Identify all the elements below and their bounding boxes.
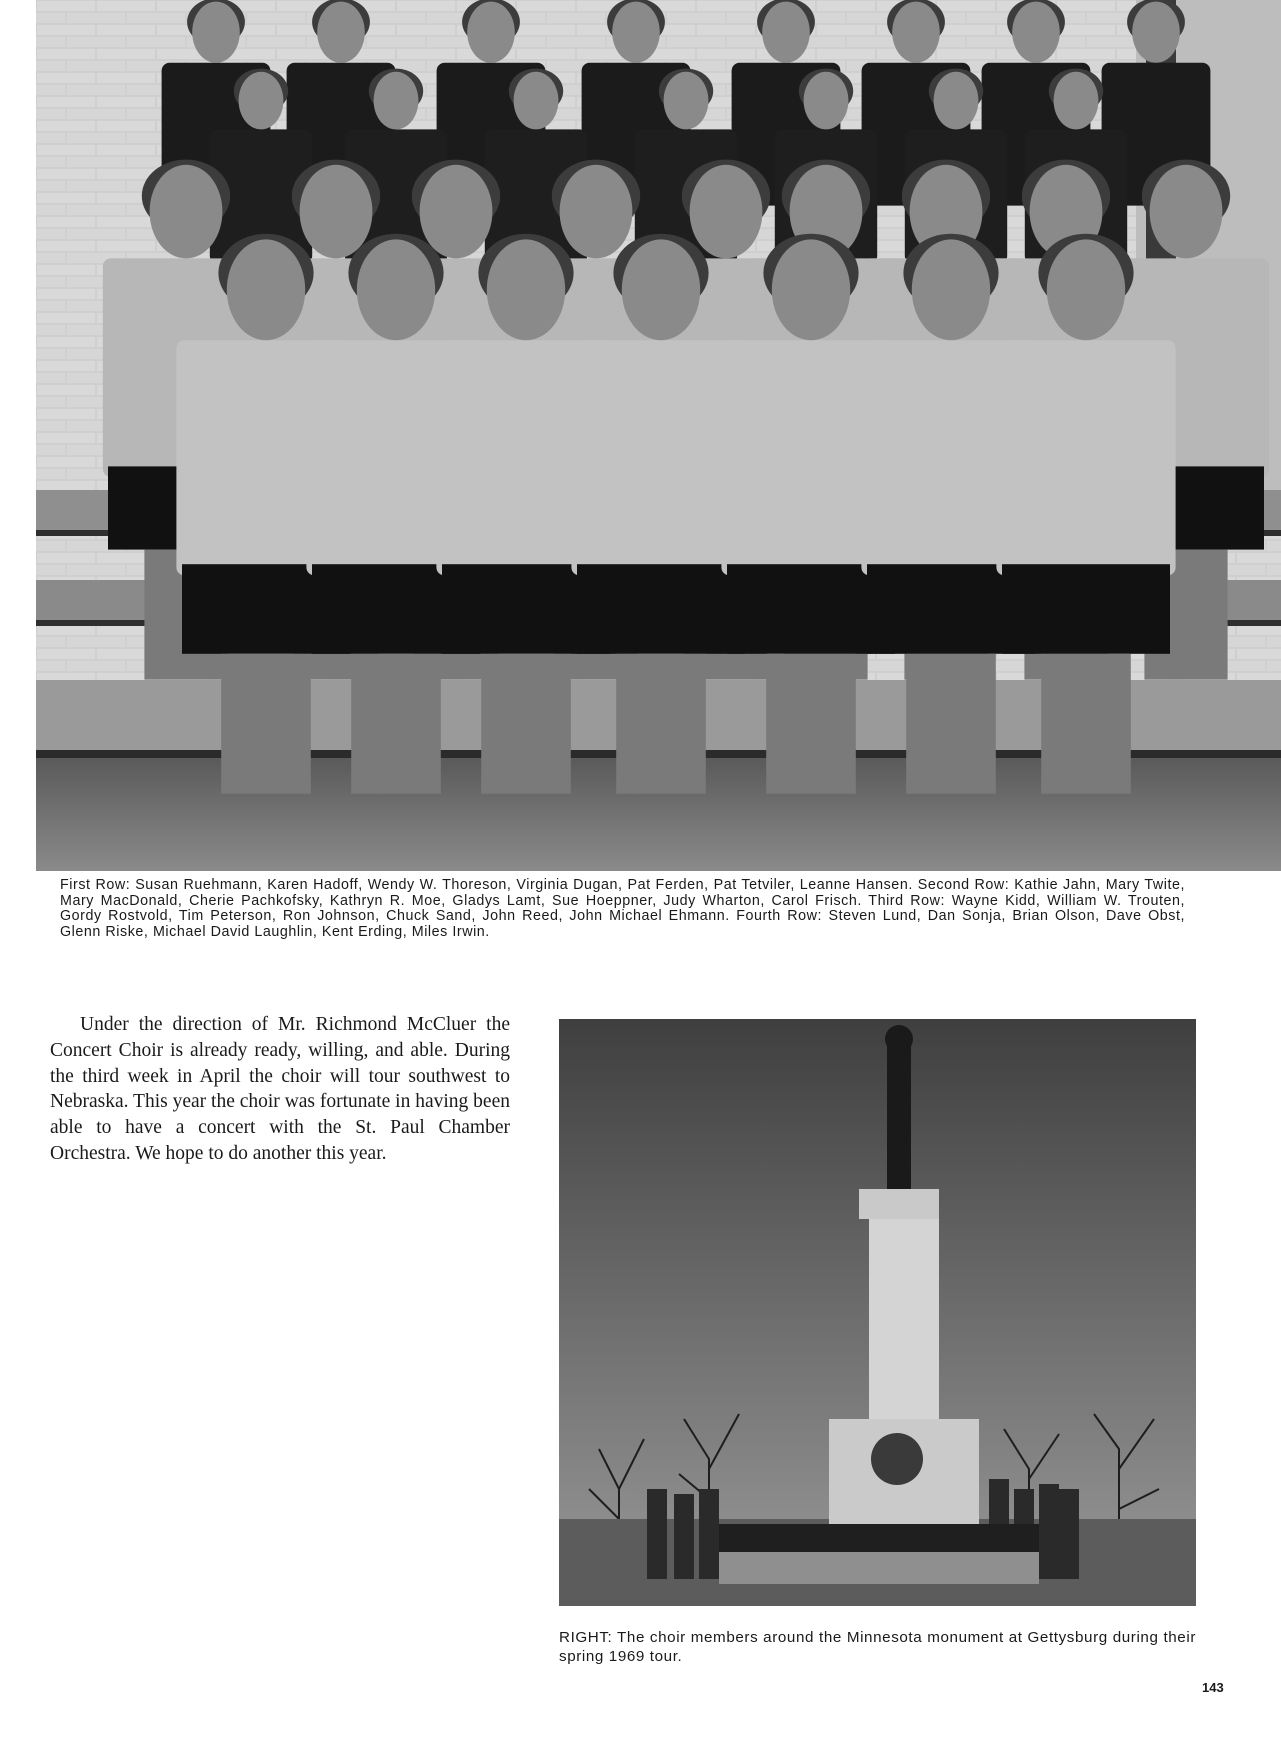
roster-caption: First Row: Susan Ruehmann, Karen Hadoff, Wendy W. Thoreson, Virginia Dugan, Pat Ferden, Pat Tetviler, Leanne Hansen. Second Row: Kathie Jahn, Mary Twite, Mary MacDonald, Cherie Pachkofsky, Kathryn R. Moe, Gladys Lamt, Sue Hoeppner, Judy Wharton, Carol Frisch. Third Row: Wayne Kidd, William W. Trouten, Gordy Rostvold, Tim Peterson, Ron Johnson, Chuck Sand, John Reed, John Michael Ehmann. Fourth Row: Steven Lund, Dan Sonja, Brian Olson, Dave Obst, Glenn Riske, Michael David Laughlin, Kent Erding, Miles Irwin. — [60, 877, 1185, 940]
monument-caption: RIGHT: The choir members around the Minnesota monument at Gettysburg during their spring 1969 tour. — [559, 1629, 1196, 1665]
choir-group-photo — [36, 0, 1281, 871]
article-body: Under the direction of Mr. Richmond McCluer the Concert Choir is already ready, willing, and able. During the third week in April the choir will tour southwest to Nebraska. This year the choir was fortunate in having been able to have a concert with the St. Paul Chamber Orchestra. We hope to do another this year. — [50, 1014, 510, 1164]
monument-photo — [559, 1019, 1196, 1606]
page-number: 143 — [1202, 1680, 1224, 1695]
